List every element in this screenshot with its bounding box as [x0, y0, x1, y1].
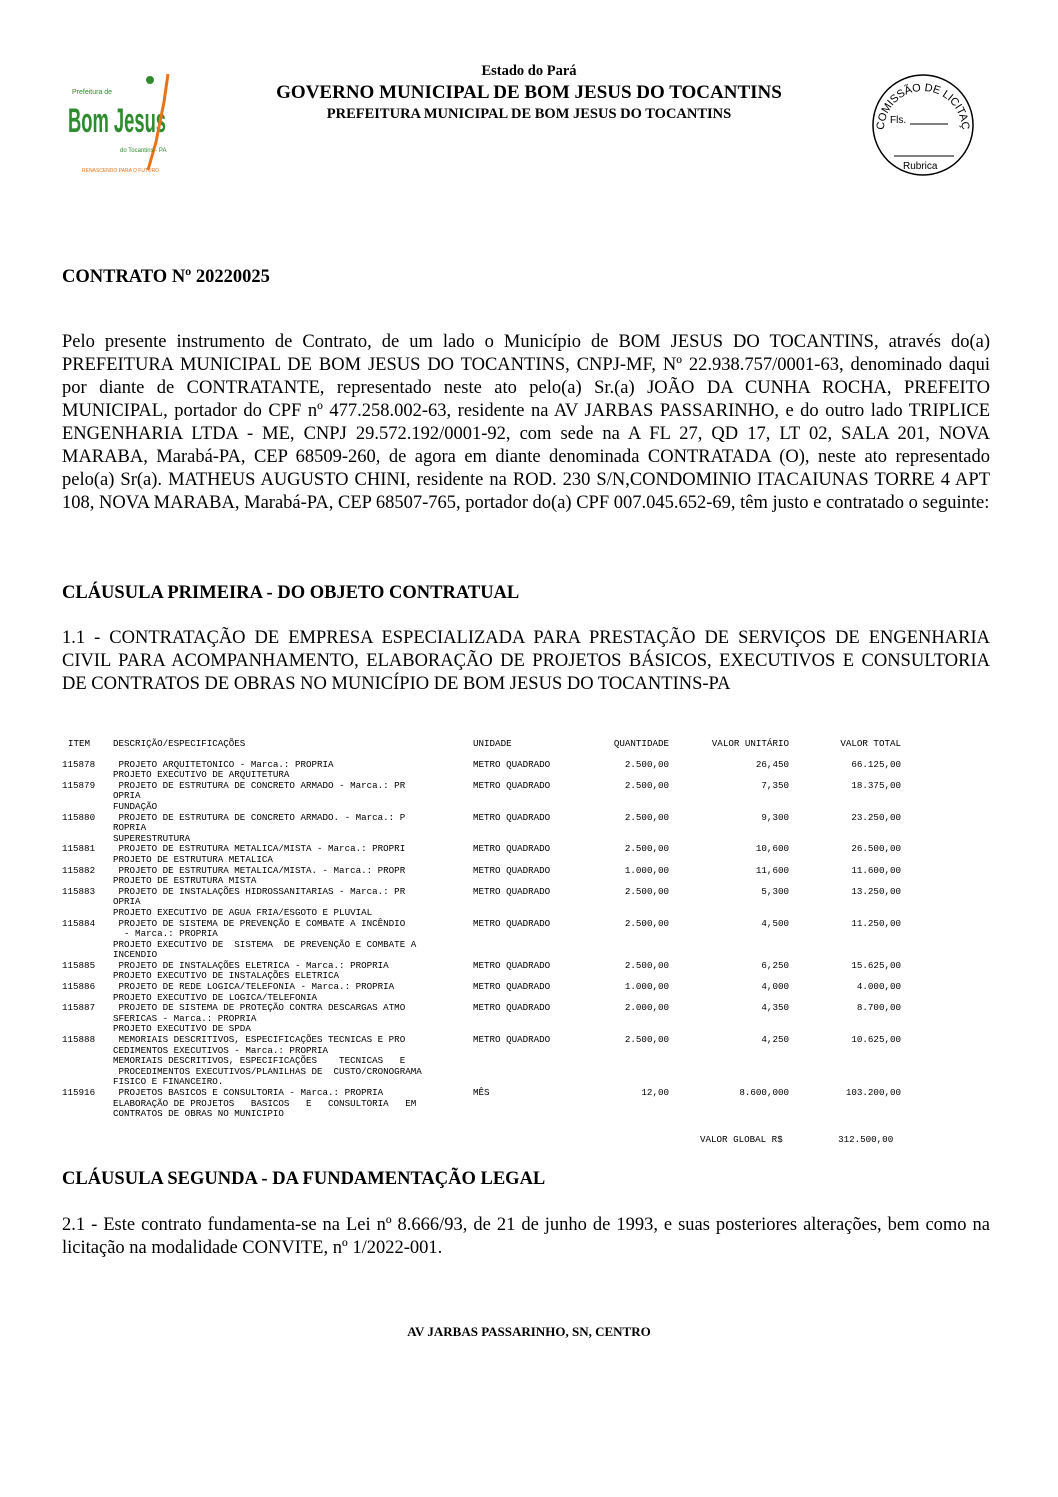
item-description: PROJETO DE ESTRUTURA DE CONCRETO ARMADO. - Marca.: P ROPRIA SUPERESTRUTURA [113, 811, 406, 844]
clause2-title: CLÁUSULA SEGUNDA - DA FUNDAMENTAÇÃO LEGAL [62, 1169, 546, 1189]
item-code: 115884 [62, 917, 96, 929]
item-description: MEMORIAIS DESCRITIVOS, ESPECIFICAÇÕES TECNICAS E PRO CEDIMENTOS EXECUTIVOS - Marca.: PROPRIA MEMORIAIS DESCRITIVOS, ESPECIFICAÇÕES TECNICAS E PROCEDIMENTOS EXECUTIVOS/PLANILHAS DE CUSTO/CRONOGRAMA FISICO E FINANCEIRO. [113, 1034, 422, 1088]
item-unit: METRO QUADRADO [473, 885, 551, 897]
item-unit-price: 9,300 [761, 811, 789, 823]
item-unit: METRO QUADRADO [473, 758, 551, 770]
clause2-text: 2.1 - Este contrato fundamenta-se na Lei nº 8.666/93, de 21 de junho de 1993, e suas posteriores alterações, bem como na licitação na modalidade CONVITE, nº 1/2022-001. [62, 1215, 990, 1258]
item-total: 18.375,00 [851, 779, 901, 791]
item-code: 115885 [62, 959, 96, 971]
col-unit-price: VALOR UNITÁRIO [711, 738, 789, 749]
table-row [62, 1035, 922, 1088]
item-total: 10.625,00 [851, 1034, 901, 1046]
item-unit: METRO QUADRADO [473, 811, 551, 823]
item-code: 115880 [62, 811, 96, 823]
item-description: PROJETO DE INSTALAÇÕES ELETRICA - Marca.: PROPRIA PROJETO EXECUTIVO DE INSTALAÇÕES ELETRICA [113, 959, 389, 982]
item-total: 66.125,00 [851, 758, 901, 770]
item-unit: METRO QUADRADO [473, 779, 551, 791]
item-quantity: 1.000,00 [624, 981, 669, 993]
item-unit: MÊS [473, 1087, 490, 1098]
table-row [62, 919, 922, 961]
state-name: Estado do Pará [481, 63, 577, 79]
item-unit-price: 5,300 [761, 885, 789, 897]
intro-paragraph: Pelo presente instrumento de Contrato, de um lado o Município de BOM JESUS DO TOCANTINS, através do(a) PREFEITURA MUNICIPAL DE BOM JESUS DO TOCANTINS, CNPJ-MF, Nº 22.938.757/0001-63, denominado daqui por diante de CONTRATANTE, representado neste ato pelo(a) Sr.(a) JOÃO DA CUNHA ROCHA, PREFEITO MUNICIPAL, portador do CPF nº 477.258.002-63, residente na AV JARBAS PASSARINHO, e do outro lado TRIPLICE ENGENHARIA LTDA - ME, CNPJ 29.572.192/0001-92, com sede na A FL 27, QD 17, LT 02, SALA 201, NOVA MARABA, Marabá-PA, CEP 68509-260, de agora em diante denominada CONTRATADA (O), neste ato representado pelo(a) Sr(a). MATHEUS AUGUSTO CHINI, residente na ROD. 230 S/N,CONDOMINIO ITACAIUNAS TORRE 4 APT 108, NOVA MARABA, Marabá-PA, CEP 68507-765, portador do(a) CPF 007.045.652-69, têm justo e contratado o seguinte: [62, 332, 990, 513]
contract-title: CONTRATO Nº 20220025 [62, 267, 270, 287]
table-row [62, 866, 922, 887]
item-code: 115888 [62, 1034, 96, 1046]
item-unit-price: 8.600,000 [739, 1087, 789, 1098]
items-table [62, 739, 922, 1120]
item-description: PROJETO DE SISTEMA DE PROTEÇÃO CONTRA DESCARGAS ATMO SFERICAS - Marca.: PROPRIA PROJETO EXECUTIVO DE SPDA [113, 1002, 406, 1035]
item-description: PROJETO ARQUITETONICO - Marca.: PROPRIA PROJETO EXECUTIVO DE ARQUITETURA [113, 758, 334, 781]
item-total: 26.500,00 [851, 843, 901, 855]
item-unit: METRO QUADRADO [473, 843, 551, 855]
item-code: 115916 [62, 1087, 96, 1098]
item-total: 15.625,00 [851, 959, 901, 971]
item-unit: METRO QUADRADO [473, 1002, 551, 1014]
item-description: PROJETO DE ESTRUTURA METALICA/MISTA. - Marca.: PROPR PROJETO DE ESTRUTURA MISTA [113, 864, 406, 887]
table-header [62, 739, 922, 750]
svg-text:Bom Jesus: Bom Jesus [68, 102, 166, 140]
item-code: 115878 [62, 758, 96, 770]
item-unit: METRO QUADRADO [473, 981, 551, 993]
col-unit: UNIDADE [473, 738, 512, 749]
table-row [62, 961, 922, 982]
table-row [62, 813, 922, 845]
table-row [62, 1088, 922, 1120]
item-code: 115886 [62, 981, 96, 993]
item-unit: METRO QUADRADO [473, 1034, 551, 1046]
prefecture-name: PREFEITURA MUNICIPAL DE BOM JESUS DO TOCANTINS [326, 106, 732, 122]
table-row [62, 760, 922, 781]
item-quantity: 2.500,00 [624, 843, 669, 855]
government-name: GOVERNO MUNICIPAL DE BOM JESUS DO TOCANTINS [276, 82, 782, 103]
item-code: 115887 [62, 1002, 96, 1014]
item-code: 115881 [62, 843, 96, 855]
item-total: 11.600,00 [851, 864, 901, 876]
item-quantity: 12,00 [641, 1087, 669, 1098]
item-total: 23.250,00 [851, 811, 901, 823]
item-unit-price: 26,450 [755, 758, 789, 770]
item-description: PROJETO DE ESTRUTURA DE CONCRETO ARMADO - Marca.: PR OPRIA FUNDAÇÃO [113, 779, 406, 812]
item-code: 115879 [62, 779, 96, 791]
col-total: VALOR TOTAL [840, 738, 901, 749]
global-amount: 312.500,00 [838, 1134, 894, 1145]
item-quantity: 2.500,00 [624, 1034, 669, 1046]
item-unit-price: 11,600 [755, 864, 789, 876]
item-unit-price: 4,350 [761, 1002, 789, 1014]
item-unit-price: 6,250 [761, 959, 789, 971]
table-row [62, 887, 922, 919]
item-description: PROJETO DE SISTEMA DE PREVENÇÃO E COMBATE A INCÊNDIO - Marca.: PROPRIA PROJETO EXECUTIVO DE SISTEMA DE PREVENÇÃO E COMBATE A INCENDIO [113, 917, 417, 961]
svg-text:RENASCENDO PARA O FUTURO: RENASCENDO PARA O FUTURO [82, 168, 160, 174]
item-unit: METRO QUADRADO [473, 959, 551, 971]
col-quantity: QUANTIDADE [613, 738, 669, 749]
svg-text:Prefeitura de: Prefeitura de [72, 89, 113, 96]
col-item: ITEM [68, 738, 91, 749]
item-total: 13.250,00 [851, 885, 901, 897]
item-quantity: 2.000,00 [624, 1002, 669, 1014]
footer-address: AV JARBAS PASSARINHO, SN, CENTRO [407, 1324, 651, 1339]
commission-stamp [870, 72, 976, 178]
stamp-rubrica: Rubrica [903, 161, 938, 172]
item-code: 115883 [62, 885, 96, 897]
item-unit-price: 7,350 [761, 779, 789, 791]
table-row [62, 1003, 922, 1035]
item-total: 4.000,00 [856, 981, 901, 993]
item-quantity: 2.500,00 [624, 959, 669, 971]
item-unit-price: 10,600 [755, 843, 789, 855]
item-total: 11.250,00 [851, 917, 901, 929]
item-description: PROJETOS BASICOS E CONSULTORIA - Marca.: PROPRIA ELABORAÇÃO DE PROJETOS BASICOS E CONSULTORIA EM CONTRATOS DE OBRAS NO MUNICIPIO [113, 1087, 417, 1120]
table-row [62, 781, 922, 813]
stamp-fls: Fls. [890, 115, 907, 126]
clause1-text: 1.1 - CONTRATAÇÃO DE EMPRESA ESPECIALIZADA PARA PRESTAÇÃO DE SERVIÇOS DE ENGENHARIA CIVIL PARA ACOMPANHAMENTO, ELABORAÇÃO DE PROJETOS BÁSICOS, EXECUTIVOS E CONSULTORIA DE CONTRATOS DE OBRAS NO MUNICÍPIO DE BOM JESUS DO TOCANTINS-PA [62, 628, 990, 694]
item-description: PROJETO DE REDE LOGICA/TELEFONIA - Marca.: PROPRIA PROJETO EXECUTIVO DE LOGICA/TELEFONIA [113, 981, 395, 1003]
item-quantity: 1.000,00 [624, 864, 669, 876]
clause1-title: CLÁUSULA PRIMEIRA - DO OBJETO CONTRATUAL [62, 583, 520, 603]
item-unit-price: 4,250 [761, 1034, 789, 1046]
item-unit: METRO QUADRADO [473, 917, 551, 929]
item-quantity: 2.500,00 [624, 779, 669, 791]
item-total: 8.700,00 [856, 1002, 901, 1014]
item-quantity: 2.500,00 [624, 758, 669, 770]
item-total: 103.200,00 [845, 1087, 901, 1098]
item-description: PROJETO DE ESTRUTURA METALICA/MISTA - Marca.: PROPRI PROJETO DE ESTRUTURA METALICA [113, 843, 406, 865]
item-unit: METRO QUADRADO [473, 864, 551, 876]
svg-text:do Tocantins - PA: do Tocantins - PA [120, 148, 167, 154]
item-quantity: 2.500,00 [624, 885, 669, 897]
item-unit-price: 4,500 [761, 917, 789, 929]
table-row [62, 844, 922, 865]
global-value [700, 1134, 893, 1145]
table-row [62, 982, 922, 1003]
col-description: DESCRIÇÃO/ESPECIFICAÇÕES [113, 738, 246, 749]
item-quantity: 2.500,00 [624, 811, 669, 823]
global-label: VALOR GLOBAL R$ [700, 1134, 783, 1145]
item-unit-price: 4,000 [761, 981, 789, 993]
item-quantity: 2.500,00 [624, 917, 669, 929]
svg-text:COMISSÃO DE LICITAÇÃO: COMISSÃO DE LICITAÇ [874, 81, 972, 131]
item-code: 115882 [62, 864, 96, 876]
table-body [62, 760, 922, 1120]
item-description: PROJETO DE INSTALAÇÕES HIDROSSANITARIAS - Marca.: PR OPRIA PROJETO EXECUTIVO DE AGUA FRIA/ESGOTO E PLUVIAL [113, 885, 406, 918]
